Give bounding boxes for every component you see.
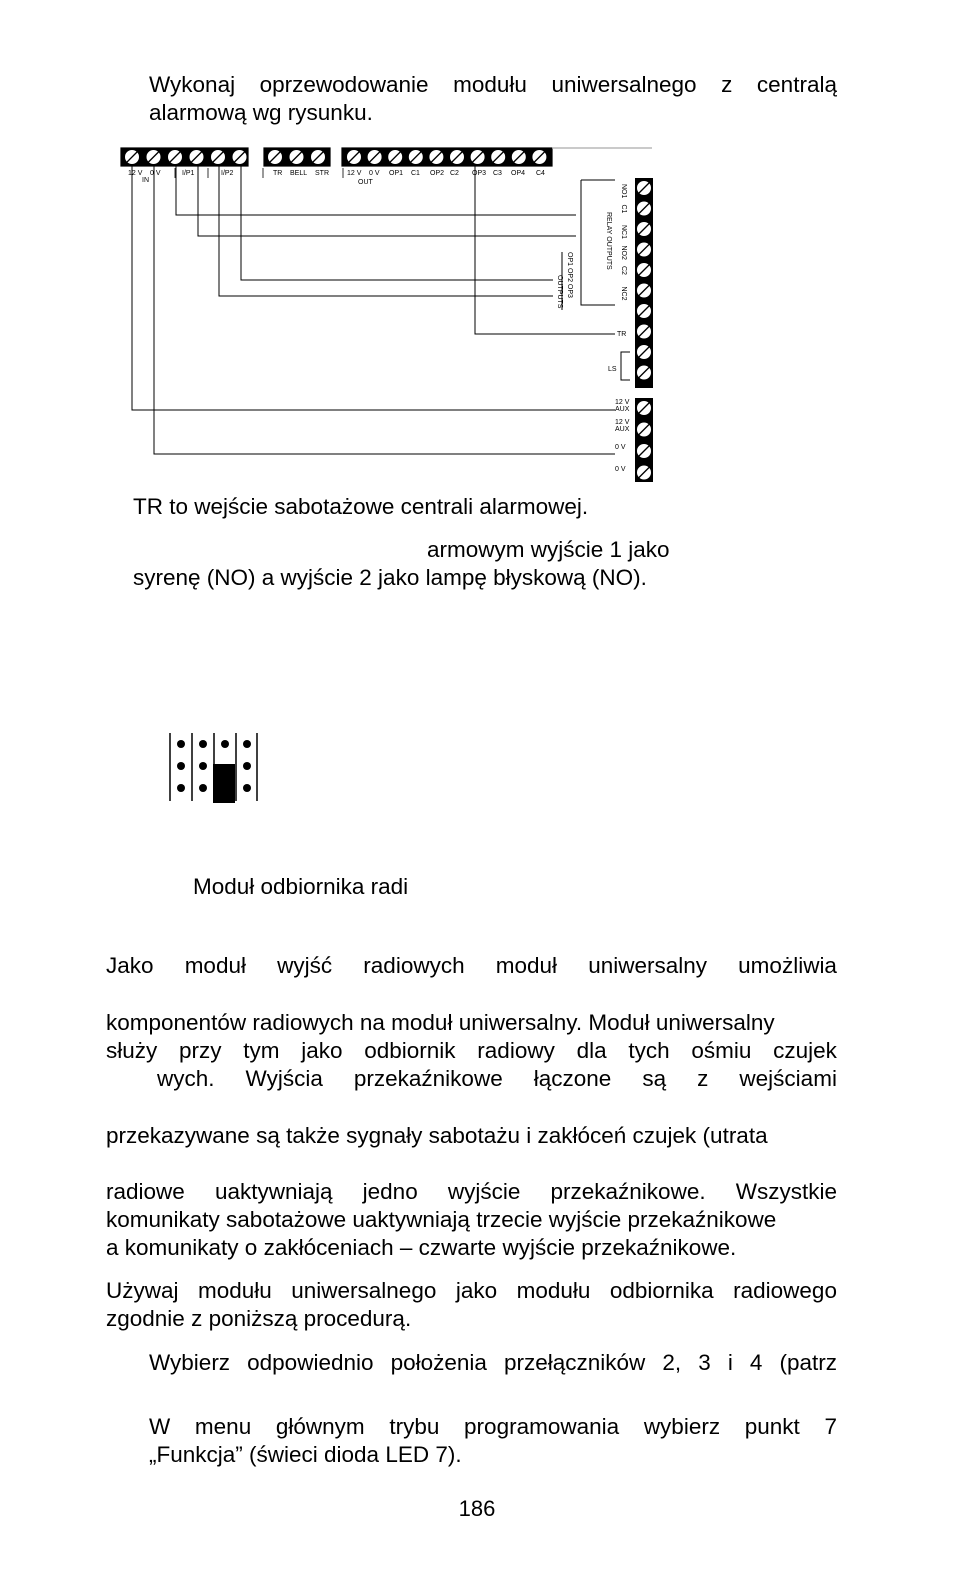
- intro-line-1: [149, 71, 837, 99]
- para1-l4-word: łączone: [533, 1066, 612, 1091]
- para2-l1-word: jako: [455, 1278, 498, 1303]
- terminal-screw-right: [637, 345, 652, 360]
- intro-word: centralą: [756, 72, 837, 97]
- label-aux-terminal: 0 V: [615, 466, 626, 473]
- para1-line-8: a komunikaty o zakłóceniach – czwarte wyjście przekaźnikowe.: [106, 1235, 737, 1260]
- para1-l1-word: moduł: [184, 953, 246, 978]
- label-str: STR: [315, 170, 329, 177]
- terminal-screw-right: [637, 304, 652, 319]
- terminal-screw-aux: [637, 444, 652, 459]
- terminal-screw-out: [532, 150, 547, 165]
- step1-word: 4: [749, 1350, 763, 1375]
- step1-word: 3: [698, 1350, 711, 1375]
- terminal-screw-right: [637, 181, 652, 196]
- para2-l1-word: radiowego: [733, 1278, 837, 1303]
- para1-l1-word: radiowych: [363, 953, 465, 978]
- terminal-screw-aux: [637, 401, 652, 416]
- para1-line-1: [106, 952, 837, 980]
- terminal-screw-right: [637, 324, 652, 339]
- label-tr: TR: [273, 170, 283, 177]
- step2-l1-word: W: [149, 1414, 171, 1439]
- jumper-pin: [199, 740, 207, 748]
- para2-line-1: [106, 1277, 837, 1305]
- para1-l3-word: tym: [243, 1038, 280, 1063]
- terminal-screw-right: [637, 201, 652, 216]
- label-out-terminal: C4: [536, 170, 545, 177]
- config-line-1: armowym wyjście 1 jako: [427, 537, 670, 562]
- para1-l3-word: odbiornik: [364, 1038, 456, 1063]
- step1-word: i: [727, 1350, 733, 1375]
- para1-l6-word: jedno: [362, 1179, 418, 1204]
- terminal-screw-out: [491, 150, 506, 165]
- jumper-pin: [243, 740, 251, 748]
- jumper-pin: [243, 762, 251, 770]
- terminal-screw-out: [450, 150, 465, 165]
- para1-l6-word: uaktywniają: [214, 1179, 333, 1204]
- terminal-screw-right: [637, 222, 652, 237]
- step1-word: (patrz: [779, 1350, 837, 1375]
- para1-l3-word: przy: [179, 1038, 222, 1063]
- tr-note: TR to wejście sabotażowe centrali alarmowej.: [133, 494, 589, 519]
- step1-word: odpowiednio: [247, 1350, 374, 1375]
- label-aux-terminal: 12 V: [615, 419, 630, 426]
- step-2-line-2: „Funkcja” (świeci dioda LED 7).: [149, 1442, 462, 1467]
- terminal-screw-out: [367, 150, 382, 165]
- step2-l1-word: menu: [194, 1414, 252, 1439]
- label-bell: BELL: [290, 170, 308, 177]
- label-relay-terminal: C2: [620, 266, 627, 275]
- step2-l1-word: wybierz: [643, 1414, 721, 1439]
- para2-line-2: zgodnie z poniższą procedurą.: [106, 1306, 412, 1331]
- jumper-pin: [199, 762, 207, 770]
- para1-l4-word: wejściami: [739, 1066, 837, 1091]
- label-out-terminal: OP2: [430, 170, 445, 177]
- terminal-screw-in: [125, 150, 140, 165]
- step-1-line: [149, 1349, 837, 1377]
- label-12v-in: 12 V: [128, 170, 143, 177]
- jumper-block: [213, 764, 235, 803]
- para2-l1-word: uniwersalnego: [291, 1278, 437, 1303]
- op-labels: [566, 252, 573, 298]
- terminal-screw-right: [637, 242, 652, 257]
- para1-l6-word: przekaźnikowe.: [550, 1179, 706, 1204]
- step-2-line-1: [149, 1413, 837, 1441]
- para1-line-4: [157, 1065, 837, 1093]
- terminal-screw-out: [388, 150, 403, 165]
- para1-l4-word: z: [697, 1066, 709, 1091]
- page-number: 186: [458, 1496, 496, 1521]
- para1-l3-word: tych: [628, 1038, 670, 1063]
- step1-word: Wybierz: [149, 1350, 231, 1375]
- label-ip2: I/P2: [221, 170, 234, 177]
- para2-l1-word: odbiornika: [609, 1278, 714, 1303]
- jumper-settings-figure: [160, 730, 270, 810]
- jumper-pin: [243, 784, 251, 792]
- jumper-pin: [199, 784, 207, 792]
- jumper-pin: [177, 762, 185, 770]
- label-relay-terminal: NC1: [620, 225, 627, 240]
- jumper-pin: [177, 740, 185, 748]
- intro-word: Wykonaj: [149, 72, 236, 97]
- terminal-screw-in: [189, 150, 204, 165]
- para1-line-7: komunikaty sabotażowe uaktywniają trzecie wyjście przekaźnikowe: [106, 1207, 777, 1232]
- label-out-terminal: 0 V: [369, 170, 380, 177]
- label-tr-right: TR: [617, 331, 627, 338]
- terminal-screw-out: [347, 150, 362, 165]
- para2-l1-word: Używaj: [106, 1278, 179, 1303]
- label-out-terminal: 12 V: [347, 170, 362, 177]
- step2-l1-word: punkt: [744, 1414, 800, 1439]
- terminal-screw-out: [429, 150, 444, 165]
- step1-word: przełączników: [503, 1350, 646, 1375]
- para1-l3-word: dla: [576, 1038, 607, 1063]
- terminal-screw-in: [168, 150, 183, 165]
- step2-l1-word: programowania: [464, 1414, 620, 1439]
- terminal-screw-aux: [637, 465, 652, 480]
- step2-l1-word: trybu: [389, 1414, 440, 1439]
- label-out-terminal: C3: [493, 170, 502, 177]
- label-aux-terminal: 12 V: [615, 399, 630, 406]
- label-out-terminal: C2: [450, 170, 459, 177]
- para1-l3-word: jako: [301, 1038, 343, 1063]
- relay-outputs-title: RELAY OUTPUTS: [605, 212, 612, 270]
- para1-l6-word: radiowe: [106, 1179, 185, 1204]
- terminal-screw-in: [146, 150, 161, 165]
- terminal-screw-right: [637, 263, 652, 278]
- label-out-terminal: OP1: [389, 170, 404, 177]
- label-relay-terminal: NO2: [620, 245, 627, 260]
- para1-l6-word: Wszystkie: [735, 1179, 837, 1204]
- terminal-screw-mid: [268, 150, 283, 165]
- para1-l4-word: wych.: [157, 1066, 215, 1091]
- para1-l4-word: są: [642, 1066, 667, 1091]
- intro-word: uniwersalnego: [551, 72, 697, 97]
- para2-l1-word: modułu: [516, 1278, 591, 1303]
- terminal-screw-out: [470, 150, 485, 165]
- label-out: OUT: [358, 179, 373, 186]
- label-relay-terminal: C1: [620, 204, 627, 214]
- op-outputs-title: OUTPUTS: [556, 275, 563, 309]
- para1-l1-word: wyjść: [277, 953, 333, 978]
- label-aux-terminal: AUX: [615, 406, 630, 413]
- config-line-2: syrenę (NO) a wyjście 2 jako lampę błyskową (NO).: [133, 565, 647, 590]
- para1-l3-word: służy: [106, 1038, 158, 1063]
- para1-l3-word: czujek: [773, 1038, 837, 1063]
- terminal-screw-aux: [637, 422, 652, 437]
- label-out-terminal: OP3: [472, 170, 487, 177]
- intro-word: modułu: [453, 72, 527, 97]
- intro-word: z: [721, 72, 733, 97]
- jumper-pin: [221, 740, 229, 748]
- terminal-screw-in: [211, 150, 226, 165]
- para1-l1-word: Jako: [106, 953, 154, 978]
- step2-l1-word: 7: [824, 1414, 837, 1439]
- para1-l3-word: ośmiu: [691, 1038, 752, 1063]
- step1-word: 2,: [662, 1350, 682, 1375]
- para1-l1-word: umożliwia: [738, 953, 837, 978]
- label-ls: LS: [608, 366, 617, 373]
- label-op-outputs: OP1 OP2 OP3: [566, 252, 573, 298]
- label-in: IN: [142, 177, 149, 184]
- para2-l1-word: modułu: [197, 1278, 272, 1303]
- intro-word: oprzewodowanie: [259, 72, 429, 97]
- intro-line-2: alarmową wg rysunku.: [149, 100, 373, 125]
- para1-line-6: [106, 1178, 837, 1206]
- para1-l1-word: moduł: [495, 953, 558, 978]
- terminal-screw-mid: [289, 150, 304, 165]
- label-aux-terminal: 0 V: [615, 444, 626, 451]
- label-relay-terminal: NO1: [620, 184, 627, 199]
- terminal-screw-in: [232, 150, 247, 165]
- label-ip1: I/P1: [182, 170, 195, 177]
- label-relay-terminal: NC2: [620, 286, 627, 301]
- label-out-terminal: C1: [411, 170, 420, 177]
- para1-l6-word: wyjście: [447, 1179, 521, 1204]
- terminal-screw-out: [511, 150, 526, 165]
- terminal-screw-mid: [311, 150, 326, 165]
- wiring-diagram: [118, 140, 658, 490]
- para1-l1-word: uniwersalny: [588, 953, 708, 978]
- jumper-pin: [177, 784, 185, 792]
- terminal-screw-right: [637, 283, 652, 298]
- para1-l3-word: radiowy: [477, 1038, 555, 1063]
- terminal-screw-right: [637, 365, 652, 380]
- para1-line-2: komponentów radiowych na moduł uniwersalny. Moduł uniwersalny: [106, 1010, 775, 1035]
- terminal-screw-out: [408, 150, 423, 165]
- para1-l4-word: Wyjścia: [245, 1066, 323, 1091]
- label-0v-in: 0 V: [150, 170, 161, 177]
- module-heading: Moduł odbiornika radi: [193, 874, 409, 899]
- label-aux-terminal: AUX: [615, 426, 630, 433]
- para1-l4-word: przekaźnikowe: [353, 1066, 503, 1091]
- step1-word: położenia: [390, 1350, 487, 1375]
- para1-line-5: przekazywane są także sygnały sabotażu i zakłóceń czujek (utrata: [106, 1123, 768, 1148]
- para1-line-3: [106, 1037, 837, 1065]
- label-out-terminal: OP4: [511, 170, 526, 177]
- step2-l1-word: głównym: [275, 1414, 365, 1439]
